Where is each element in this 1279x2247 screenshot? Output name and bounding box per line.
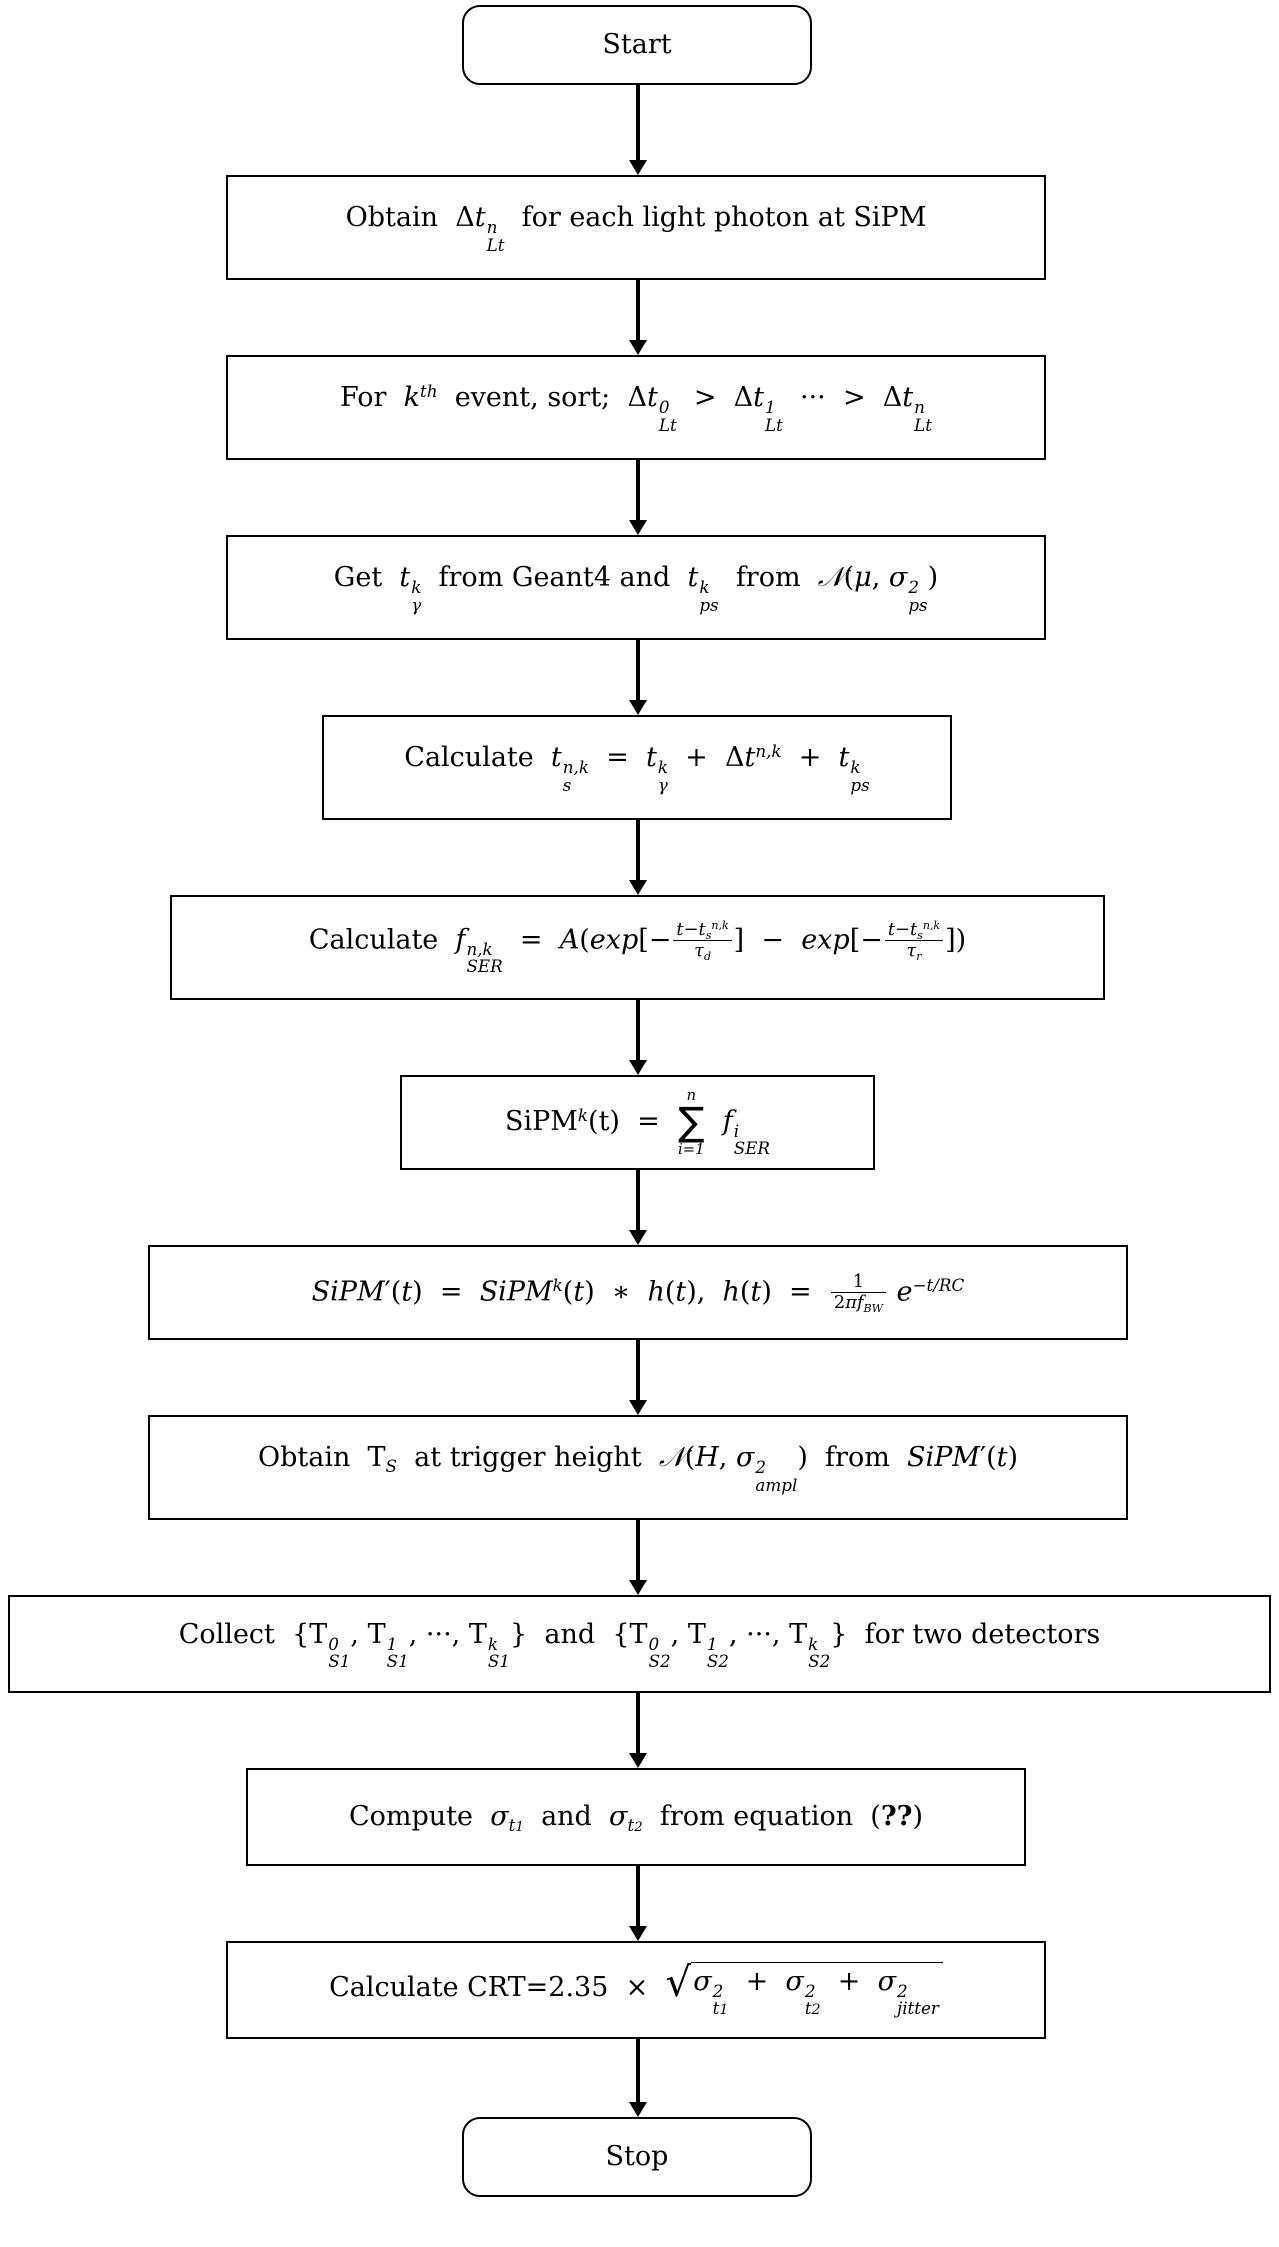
- node-start-label: Start: [602, 29, 672, 61]
- node-calc-fser: [170, 895, 1105, 1000]
- edge-calc-fser-to-sipm-sum: [628, 1000, 648, 1075]
- edge-crt-to-stop: [628, 2039, 648, 2117]
- node-obtain-ts-label: Obtain $T_S$ at trigger height 𝒩(H, σ 2 ampl ) from SiPM′(t): [257, 1442, 1019, 1495]
- node-crt: [226, 1941, 1046, 2039]
- node-sipm-sum: [400, 1075, 875, 1170]
- node-calc-fser-label: Calculate f n,k SER = A(exp[− $\frac{t-t_s^{n,k}}{\tau_d}$ ] − exp[− $\frac{t-t_s^{n,k}}{\tau_r}$ ]): [308, 918, 967, 977]
- edge-obtain-ts-to-collect: [628, 1520, 648, 1595]
- edge-collect-to-compute: [628, 1693, 648, 1768]
- node-get-t: [226, 535, 1046, 640]
- edge-calc-ts-to-calc-fser: [628, 820, 648, 895]
- node-get-t-label: Get t k γ from Geant4 and t k ps from 𝒩(μ, σ 2 ps ): [333, 562, 939, 615]
- node-stop: [462, 2117, 812, 2197]
- node-compute: [246, 1768, 1026, 1866]
- node-crt-label: Calculate CRT=2.35 × √ σ 2 t1 + σ 2 t2 + σ 2 jitter: [319, 1962, 953, 2018]
- node-sort-label: For $k^{th}$ event, sort; Δt 0 Lt > Δt 1 Lt ··· > Δt n Lt: [340, 381, 932, 435]
- edge-sort-to-get-t: [628, 460, 648, 535]
- node-obtain-ts: [148, 1415, 1128, 1520]
- node-sipm-conv-label: SiPM′(t) = SiPM$^k$(t) ∗ h(t), h(t) = $\frac{1}{2\pi f_{BW}}$ $e^{-t/RC}$: [311, 1270, 965, 1315]
- node-collect-label: Collect {T 0 S1 , T 1 S1 , ···, T k S1 } and {T 0 S2 , T 1 S2 , ···, T k S2 } for two detectors: [178, 1618, 1101, 1671]
- node-calc-ts-label: Calculate t n,k s = t k γ + Δt$^{n,k}$ + t k ps: [404, 741, 870, 795]
- node-calc-ts: [322, 715, 952, 820]
- node-sipm-conv: [148, 1245, 1128, 1340]
- edge-compute-to-crt: [628, 1866, 648, 1941]
- node-obtain-dt-label: Obtain Δt n Lt for each light photon at SiPM: [345, 202, 927, 255]
- node-sort: [226, 355, 1046, 460]
- node-compute-label: Compute $\sigma_{t1}$ and $\sigma_{t2}$ from equation (??): [349, 1801, 923, 1835]
- edge-get-t-to-calc-ts: [628, 640, 648, 715]
- edge-sipm-sum-to-sipm-conv: [628, 1170, 648, 1245]
- edge-sipm-conv-to-obtain-ts: [628, 1340, 648, 1415]
- node-collect: [8, 1595, 1271, 1693]
- node-stop-label: Stop: [605, 2141, 669, 2173]
- node-obtain-dt: [226, 175, 1046, 280]
- node-sipm-sum-label: SiPM$^k$(t) = n ∑ i=1 f i SER: [504, 1085, 771, 1158]
- edge-obtain-dt-to-sort: [628, 280, 648, 355]
- node-start: [462, 5, 812, 85]
- edge-start-to-obtain-dt: [628, 85, 648, 175]
